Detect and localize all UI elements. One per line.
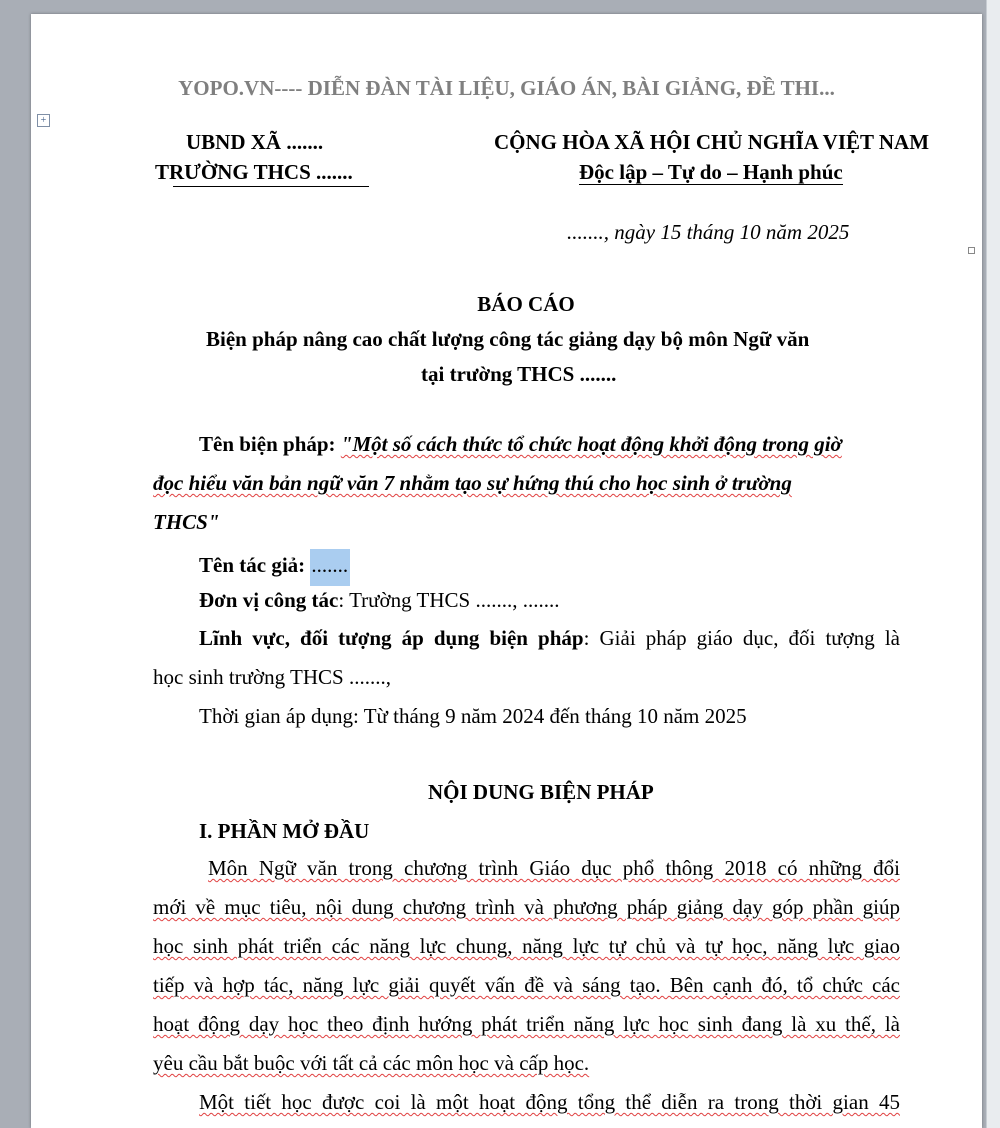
window-top-edge	[0, 0, 1000, 8]
field-row	[199, 626, 900, 651]
report-subtitle-line2: tại trường THCS .......	[421, 362, 617, 386]
field-value-line1: : Giải pháp giáo dục, đối tượng là	[583, 626, 900, 650]
paragraph-1-line3: học sinh phát triển các năng lực chung, năng lực tự chủ và tự học, năng lực giao	[153, 934, 900, 958]
header-left-line2: TRƯỜNG THCS .......	[155, 160, 353, 184]
table-move-handle-icon[interactable]: +	[37, 114, 50, 127]
header-right-line2	[579, 160, 843, 185]
measure-name-line1: "Một số cách thức tổ chức hoạt động khởi động trong giờ	[340, 432, 842, 456]
part1-heading: I. PHẦN MỞ ĐẦU	[199, 819, 370, 843]
paragraph-1-line4: tiếp và hợp tác, năng lực giải quyết vấn đề và sáng tạo. Bên cạnh đó, tổ chức các	[153, 973, 900, 997]
period-row: Thời gian áp dụng: Từ tháng 9 năm 2024 đến tháng 10 năm 2025	[199, 704, 747, 728]
measure-name-line2: đọc hiểu văn bản ngữ văn 7 nhằm tạo sự hứng thú cho học sinh ở trường	[153, 471, 792, 495]
header-left-line1: UBND XÃ .......	[186, 130, 324, 154]
paragraph-1-line2: mới về mục tiêu, nội dung chương trình và phương pháp giảng dạy góp phần giúp	[153, 895, 900, 919]
author-value-selected[interactable]: .......	[310, 549, 350, 586]
paragraph-1-line5: hoạt động dạy học theo định hướng phát triển năng lực học sinh đang là xu thế, là	[153, 1012, 900, 1036]
motto: Độc lập – Tự do – Hạnh phúc	[579, 160, 843, 184]
date-line: ......., ngày 15 tháng 10 năm 2025	[567, 220, 850, 244]
paragraph-1-line6: yêu cầu bắt buộc với tất cả các môn học và cấp học.	[153, 1051, 590, 1075]
paragraph-1-line1: Môn Ngữ văn trong chương trình Giáo dục phổ thông 2018 có những đổi	[208, 856, 900, 880]
paragraph-2	[153, 1083, 900, 1122]
paragraph-1	[153, 849, 900, 1083]
document-page[interactable]	[31, 14, 982, 1128]
author-label: Tên tác giả:	[199, 553, 311, 577]
section-title: NỘI DUNG BIỆN PHÁP	[428, 780, 654, 804]
unit-row	[199, 588, 559, 613]
vertical-scrollbar[interactable]	[986, 0, 1000, 1128]
report-title: BÁO CÁO	[477, 292, 575, 316]
unit-value: : Trường THCS ......., .......	[338, 588, 560, 612]
header-right-line1: CỘNG HÒA XÃ HỘI CHỦ NGHĨA VIỆT NAM	[494, 130, 930, 154]
unit-label: Đơn vị công tác	[199, 588, 339, 612]
measure-line1	[199, 432, 842, 457]
watermark-header: YOPO.VN---- DIỄN ĐÀN TÀI LIỆU, GIÁO ÁN, BÀI GIẢNG, ĐỀ THI...	[178, 76, 835, 100]
header-left-underline	[173, 186, 369, 187]
field-value-line2: học sinh trường THCS .......,	[153, 665, 391, 689]
author-row	[199, 549, 350, 586]
cell-end-marker	[968, 247, 975, 254]
measure-label: Tên biện pháp:	[199, 432, 341, 456]
measure-name-line3: THCS"	[153, 510, 220, 534]
field-label: Lĩnh vực, đối tượng áp dụng biện pháp	[199, 626, 584, 650]
paragraph-2-line1: Một tiết học được coi là một hoạt động tổng thể diễn ra trong thời gian 45	[199, 1090, 900, 1114]
report-subtitle-line1: Biện pháp nâng cao chất lượng công tác giảng dạy bộ môn Ngữ văn	[206, 327, 810, 351]
